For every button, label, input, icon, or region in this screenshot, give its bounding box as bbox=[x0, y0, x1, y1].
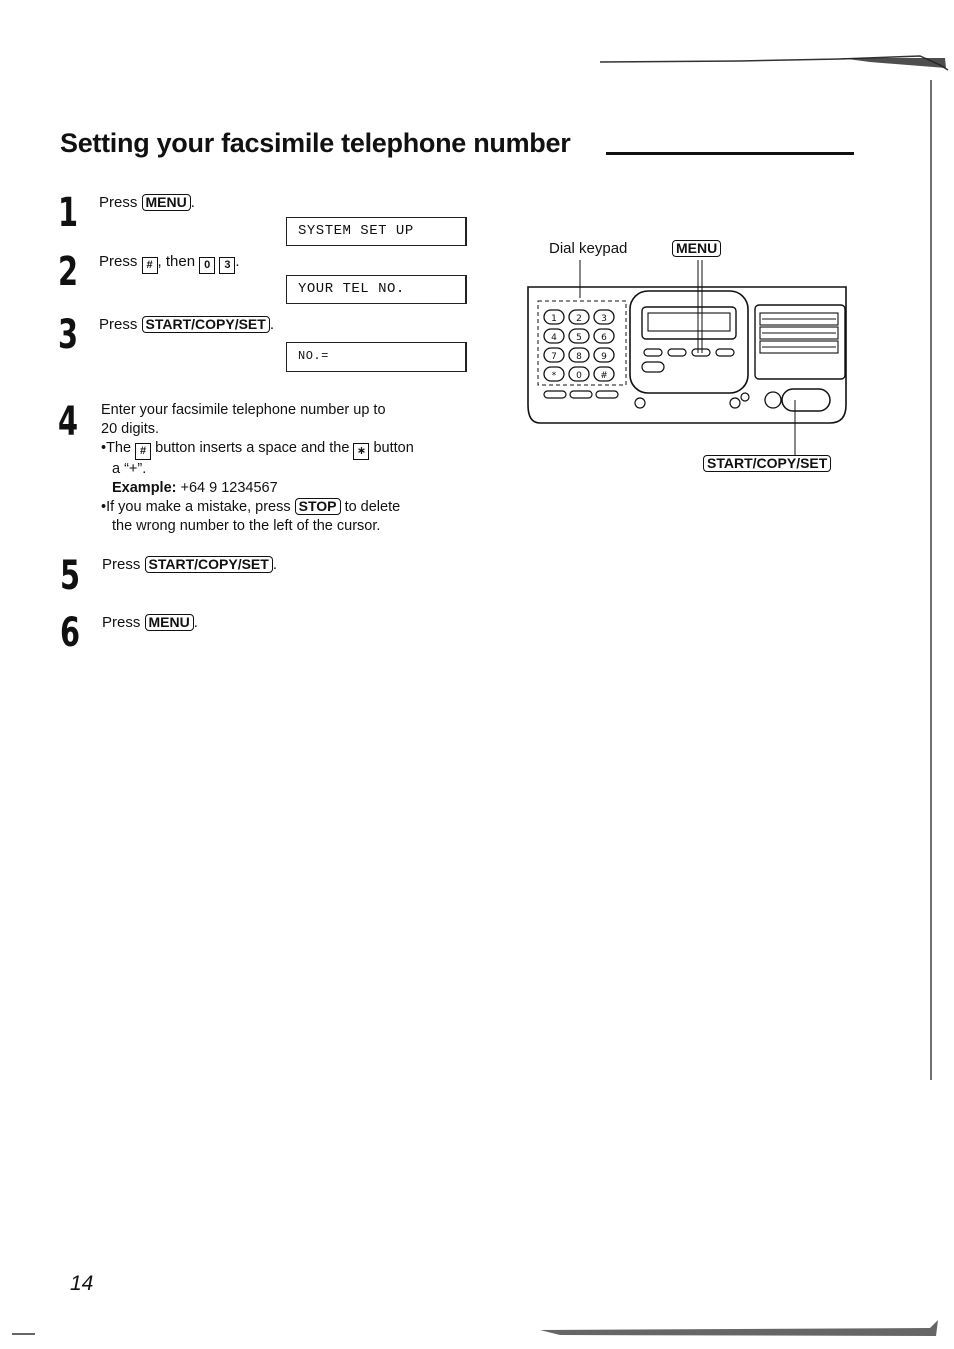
step-6-press: Press bbox=[102, 614, 141, 631]
example-value: +64 9 1234567 bbox=[180, 480, 278, 496]
hash-key: # bbox=[142, 257, 158, 274]
step-6-text bbox=[102, 613, 198, 632]
key-digit: 9 bbox=[601, 352, 607, 362]
bullet-2-text-a: •If you make a mistake, press bbox=[101, 499, 291, 515]
zero-key: 0 bbox=[199, 257, 215, 274]
bullet-1-text-c: button bbox=[373, 440, 414, 456]
step-5-number: 5 bbox=[60, 553, 81, 599]
key-digit: # bbox=[600, 371, 608, 381]
key-digit: 7 bbox=[551, 352, 557, 362]
step-4-line-1: Enter your facsimile telephone number up to bbox=[101, 402, 386, 418]
start-copy-set-key: START/COPY/SET bbox=[145, 556, 273, 573]
hash-key: # bbox=[135, 443, 151, 460]
step-4-number: 4 bbox=[58, 399, 79, 445]
stop-key: STOP bbox=[295, 498, 341, 515]
page-number: 14 bbox=[70, 1272, 94, 1295]
key-digit: 3 bbox=[601, 314, 607, 324]
step-3-tail: . bbox=[269, 316, 274, 333]
scan-edge-mark-top bbox=[540, 40, 954, 80]
bullet-2-text-c: the wrong number to the left of the cursor. bbox=[112, 518, 381, 534]
fax-machine-illustration bbox=[520, 255, 860, 460]
example-label: Example: bbox=[112, 480, 177, 496]
step-5-tail: . bbox=[272, 556, 277, 573]
step-2-number: 2 bbox=[58, 249, 79, 295]
step-6-tail: . bbox=[193, 614, 198, 631]
bullet-1-text-d: a “+”. bbox=[112, 461, 147, 477]
key-digit: 1 bbox=[551, 314, 557, 324]
step-4-line-2: 20 digits. bbox=[101, 421, 160, 437]
lcd-display-step-1: SYSTEM SET UP bbox=[286, 217, 467, 246]
start-copy-set-key: START/COPY/SET bbox=[142, 316, 270, 333]
bullet-1-text-a: •The bbox=[101, 440, 132, 456]
step-5-text bbox=[102, 555, 277, 574]
step-5-press: Press bbox=[102, 556, 141, 573]
scan-edge-mark-bottom bbox=[0, 1310, 954, 1349]
step-6-number: 6 bbox=[60, 610, 81, 656]
bullet-2-text-b: to delete bbox=[344, 499, 401, 515]
scan-edge-right bbox=[930, 80, 932, 1080]
key-digit: * bbox=[551, 371, 557, 381]
dial-keypad-label: Dial keypad bbox=[549, 240, 628, 257]
step-1-tail: . bbox=[190, 194, 195, 211]
figure-menu-key: MENU bbox=[672, 240, 721, 257]
step-2-tail: . bbox=[235, 253, 240, 270]
step-4-bullet-2 bbox=[101, 498, 414, 517]
key-digit: 8 bbox=[576, 352, 582, 362]
step-2-mid: , then bbox=[157, 253, 196, 270]
menu-key: MENU bbox=[142, 194, 191, 211]
star-key: ∗ bbox=[353, 443, 369, 460]
bullet-1-text-b: button inserts a space and the bbox=[155, 440, 350, 456]
step-4-bullet-1 bbox=[101, 439, 414, 460]
three-key: 3 bbox=[219, 257, 235, 274]
step-1-number: 1 bbox=[58, 190, 79, 236]
key-digit: 5 bbox=[576, 333, 582, 343]
title-rule bbox=[606, 152, 854, 155]
key-digit: 0 bbox=[576, 371, 582, 381]
step-3-press: Press bbox=[99, 316, 138, 333]
step-2-press: Press bbox=[99, 253, 138, 270]
step-1-press: Press bbox=[99, 194, 138, 211]
example-line bbox=[101, 479, 414, 498]
step-2-text bbox=[99, 252, 240, 274]
step-3-text bbox=[99, 315, 274, 334]
lcd-display-step-2: YOUR TEL NO. bbox=[286, 275, 467, 304]
key-digit: 4 bbox=[551, 333, 557, 343]
figure-start-key: START/COPY/SET bbox=[703, 455, 831, 472]
lcd-display-step-3: NO.= bbox=[286, 342, 467, 372]
menu-key: MENU bbox=[145, 614, 194, 631]
step-3-number: 3 bbox=[58, 312, 79, 358]
key-digit: 2 bbox=[576, 314, 582, 324]
step-1-text bbox=[99, 193, 195, 212]
step-4-body bbox=[101, 401, 414, 536]
key-digit: 6 bbox=[601, 333, 607, 343]
page-title: Setting your facsimile telephone number bbox=[60, 128, 571, 158]
